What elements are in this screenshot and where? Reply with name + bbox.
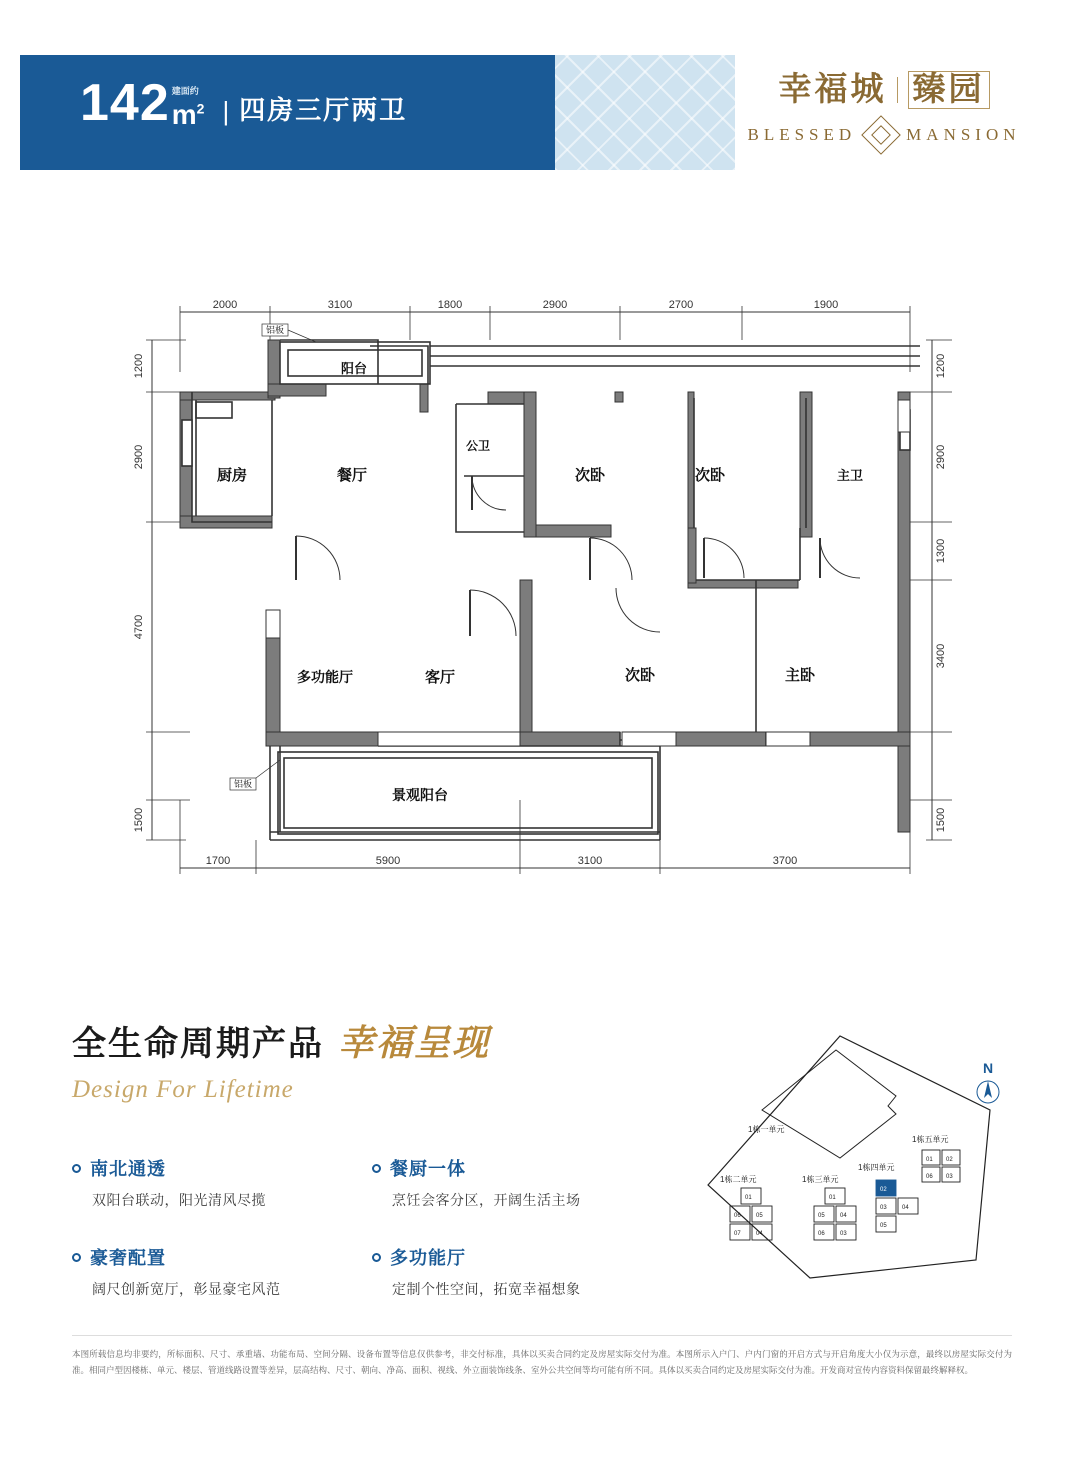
dim-top-2: 3100 bbox=[327, 299, 353, 311]
room-label-dining: 餐厅 bbox=[336, 467, 368, 484]
dim-right-5: 1500 bbox=[935, 807, 947, 833]
area-unit-sup: 2 bbox=[196, 100, 205, 117]
feature-item-2 bbox=[372, 1155, 672, 1210]
feature-desc-4: 定制个性空间，拓宽幸福想象 bbox=[392, 1281, 581, 1297]
dim-right-2: 2900 bbox=[935, 444, 947, 470]
disclaimer-text: 本图所载信息均非要约，所标面积、尺寸、承重墙、功能布局、空间分隔、设备布置等信息仅供参考，非交付标准，具体以买卖合同约定及房屋实际交付为准。本图所示入户门、户内门窗的开启方式与开启角度大小仅为示意，最终以房屋实际交付为准。相同户型因楼栋、单元、楼层、管道线路设置等差异，层高结构、尺寸、朝向、净高、面积、视线、外立面装饰线条、室外公共空间等均可能有所不同。具体以买卖合同约定及房屋实际交付为准。开发商对宣传内容资料保留最终解释权。 bbox=[72, 1335, 1012, 1378]
floor-plan bbox=[120, 280, 960, 900]
area-unit bbox=[171, 86, 205, 130]
dim-right-4: 3400 bbox=[935, 643, 947, 669]
feature-title-row-3 bbox=[72, 1244, 372, 1270]
bullet-circle-icon bbox=[72, 1164, 81, 1173]
svg-text:06: 06 bbox=[818, 1231, 825, 1237]
feature-list bbox=[72, 1155, 692, 1333]
feature-desc-3: 阔尺创新宽厅，彰显豪宅风范 bbox=[92, 1281, 281, 1297]
svg-text:03: 03 bbox=[946, 1174, 953, 1180]
sitemap-label-unit5: 1栋五单元 bbox=[912, 1135, 949, 1144]
label-alum-2: 铝板 bbox=[234, 779, 253, 789]
header-pattern-band bbox=[555, 55, 735, 170]
feature-desc-1: 双阳台联动，阳光清风尽揽 bbox=[92, 1192, 266, 1208]
sitemap-label-unit2: 1栋二单元 bbox=[720, 1175, 757, 1184]
bullet-circle-icon bbox=[372, 1164, 381, 1173]
header-area-block bbox=[80, 74, 408, 132]
svg-text:01: 01 bbox=[745, 1195, 752, 1201]
dim-right-1: 1200 bbox=[935, 353, 947, 379]
brand-sub-cn: 臻园 bbox=[908, 71, 990, 109]
header-divider: | bbox=[222, 96, 230, 126]
room-label-public-bath: 公卫 bbox=[465, 439, 491, 453]
sitemap-label-unit1: 1栋一单元 bbox=[748, 1125, 785, 1134]
feature-desc-2: 烹饪会客分区，开阔生活主场 bbox=[392, 1192, 581, 1208]
label-alum-1: 铝板 bbox=[266, 325, 285, 335]
feature-item-1 bbox=[72, 1155, 372, 1210]
slogan-main bbox=[72, 1015, 692, 1066]
brand-name-cn: 幸福城 bbox=[778, 72, 887, 108]
diamond-icon bbox=[868, 122, 894, 148]
slogan-main-text: 全生命周期产品 bbox=[72, 1026, 324, 1063]
dim-left-4: 1500 bbox=[133, 807, 145, 833]
room-label-balcony: 阳台 bbox=[340, 361, 368, 376]
feature-title-row-4 bbox=[372, 1244, 672, 1270]
area-note: 建面约 bbox=[171, 86, 199, 96]
svg-text:07: 07 bbox=[734, 1231, 741, 1237]
feature-title-3: 豪奢配置 bbox=[90, 1248, 166, 1268]
room-label-multi: 多功能厅 bbox=[297, 669, 353, 685]
svg-text:02: 02 bbox=[946, 1157, 953, 1163]
brand-logo-cn bbox=[734, 63, 1034, 110]
room-label-master: 主卧 bbox=[784, 667, 816, 684]
feature-title-1: 南北通透 bbox=[90, 1159, 166, 1179]
sitemap-label-unit3: 1栋三单元 bbox=[802, 1175, 839, 1184]
bullet-circle-icon bbox=[72, 1253, 81, 1262]
feature-row-2 bbox=[72, 1244, 692, 1299]
room-label-master-bath: 主卫 bbox=[836, 468, 864, 483]
compass-north-label: N bbox=[982, 1060, 994, 1076]
sitemap-highlight-unit: 02 bbox=[880, 1187, 887, 1193]
svg-text:01: 01 bbox=[926, 1157, 933, 1163]
slogan-main-gold: 幸福呈现 bbox=[338, 1023, 491, 1063]
dim-bot-2: 5900 bbox=[375, 855, 401, 867]
dim-bot-1: 1700 bbox=[205, 855, 231, 867]
dim-top-1: 2000 bbox=[212, 299, 238, 311]
bullet-circle-icon bbox=[372, 1253, 381, 1262]
room-label-kitchen: 厨房 bbox=[216, 467, 248, 484]
dim-left-2: 2900 bbox=[133, 444, 145, 470]
brand-logo-en bbox=[734, 122, 1034, 148]
dim-top-3: 1800 bbox=[437, 299, 463, 311]
dim-bot-3: 3100 bbox=[577, 855, 603, 867]
dim-top-4: 2900 bbox=[542, 299, 568, 311]
brand-logo bbox=[734, 63, 1034, 168]
svg-text:01: 01 bbox=[829, 1195, 836, 1201]
slogan-english: Design For Lifetime bbox=[72, 1076, 294, 1103]
feature-title-row-2 bbox=[372, 1155, 672, 1181]
compass bbox=[968, 1060, 1008, 1111]
feature-item-4 bbox=[372, 1244, 672, 1299]
site-map bbox=[690, 1010, 1030, 1310]
dim-left-1: 1200 bbox=[133, 353, 145, 379]
dim-bot-4: 3700 bbox=[772, 855, 798, 867]
svg-text:06: 06 bbox=[734, 1213, 741, 1219]
svg-text:03: 03 bbox=[840, 1231, 847, 1237]
svg-text:05: 05 bbox=[880, 1223, 887, 1229]
header-room-config: 四房三厅两卫 bbox=[239, 95, 408, 125]
dim-top-5: 2700 bbox=[668, 299, 694, 311]
room-label-view-balcony: 景观阳台 bbox=[392, 787, 448, 803]
room-label-bedroom4: 次卧 bbox=[624, 667, 656, 684]
feature-title-row-1 bbox=[72, 1155, 372, 1181]
svg-text:06: 06 bbox=[926, 1174, 933, 1180]
room-label-bedroom2: 次卧 bbox=[574, 467, 606, 484]
dim-left-3: 4700 bbox=[133, 614, 145, 640]
svg-text:05: 05 bbox=[818, 1213, 825, 1219]
svg-text:04: 04 bbox=[840, 1213, 847, 1219]
feature-title-2: 餐厨一体 bbox=[390, 1159, 466, 1179]
svg-text:04: 04 bbox=[902, 1205, 909, 1211]
feature-title-4: 多功能厅 bbox=[390, 1248, 466, 1268]
sitemap-label-unit4: 1栋四单元 bbox=[858, 1163, 895, 1172]
dim-right-3: 1300 bbox=[935, 538, 947, 564]
feature-item-3 bbox=[72, 1244, 372, 1299]
logo-separator bbox=[897, 77, 898, 103]
svg-text:05: 05 bbox=[756, 1213, 763, 1219]
svg-text:03: 03 bbox=[880, 1205, 887, 1211]
dim-top-6: 1900 bbox=[813, 299, 839, 311]
room-label-living: 客厅 bbox=[424, 669, 456, 686]
compass-needle-icon bbox=[974, 1076, 1002, 1106]
area-unit-letter: m bbox=[171, 99, 197, 130]
feature-row-1 bbox=[72, 1155, 692, 1210]
brand-name-en-right: MANSION bbox=[906, 125, 1021, 144]
page-header bbox=[0, 55, 1080, 170]
slogan-block bbox=[72, 1015, 692, 1104]
svg-text:04: 04 bbox=[756, 1231, 763, 1237]
area-number: 142 bbox=[80, 74, 170, 132]
brand-name-en-left: BLESSED bbox=[747, 125, 857, 144]
room-label-bedroom3: 次卧 bbox=[694, 467, 726, 484]
